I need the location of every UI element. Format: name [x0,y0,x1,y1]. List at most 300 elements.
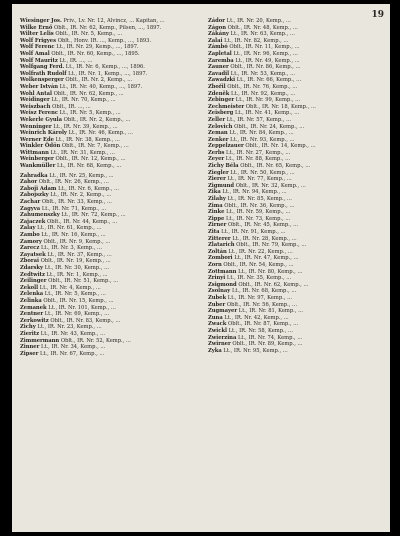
entry-text: Oblt., IR. Nr. 86, Kemp., ... [230,64,301,71]
entry-name: Zákány [208,31,229,38]
entry-name: Wankmüller [20,163,56,170]
entry-name: Zika [208,189,221,196]
list-item [20,219,192,226]
entry-text: Oblt., IR. Nr. 45, Kemp., ... [227,222,299,229]
list-item [20,318,192,325]
entry-name: Zippe [208,215,225,222]
entry-text: Oblt., IR. Nr. 76, Kemp., ... [227,83,298,90]
entry-name: Zinner [20,344,40,351]
entry-text: Lt., IR. Nr. 6, Kemp., ..., 1896. [65,64,145,71]
entry-name: Zahumenszky [20,212,60,219]
entry-text: Oblt., IR. Nr. 65, Kemp., ... [240,163,311,170]
entry-text: Oblt., IR. Nr. 24, Kemp., ... [234,123,305,130]
list-item [208,71,380,78]
entry-text: Oblt., IR. Nr. 54, Kemp., ... [223,261,294,268]
entry-text: Lt., IR. Nr. 1, Kemp., ..., 1897. [68,70,148,77]
list-item [208,222,380,229]
list-item [208,236,380,243]
entry-text: Lt., IR. Nr. 85, Kemp., ... [227,196,292,203]
list-item [208,44,380,51]
entry-name: Zauner [208,64,229,71]
entry-name: Winkler Ödön [20,143,61,150]
list-item [20,143,192,150]
entry-text: Oblt., IR. Nr. 62, Kemp., ... [53,90,124,97]
entry-text: Oblt., IR. Nr. 12, Kemp., ... [55,156,126,163]
entry-text: Lt., IR. Nr. 2, Kemp., ... [50,192,112,199]
list-item [208,18,380,25]
entry-text: Lt., IR. Nr. 80, Kemp., ... [238,268,303,275]
entry-text: Lt., IR. Nr. 99, Kemp., ... [235,97,301,104]
entry-name: Wolf Frigyes [20,37,57,44]
list-item [208,328,380,335]
entry-text: Lt., IR. Nr. 96, Kemp., ... [233,50,298,57]
entry-text: Lt., IR. Nr. 61, Kemp., ... [37,225,102,232]
entry-text: Lt., IR. Nr. 84, Kemp., ... [229,130,294,137]
entry-name: Zaboji Adam [20,185,57,192]
entry-name: Zlatarich [208,242,235,249]
list-item [208,262,380,269]
list-item [208,130,380,137]
list-item [20,150,192,157]
list-item [20,25,192,32]
page-number: 19 [371,10,384,20]
list-item [20,258,192,265]
entry-text: Lt., IR. Nr. 63, Kemp., ... [230,31,295,38]
entry-name: Wenninger [20,123,52,130]
entry-text: Lt., IR. Nr. 42, Kemp., ... [224,314,289,321]
list-item [20,232,192,239]
entry-text: Oblt., IR. Nr. 62, Kemp., ... [238,281,309,288]
entry-name: Weber István [20,83,59,90]
entry-name: Wolf Mauritz [20,57,58,64]
entry-name: Zima [208,202,223,209]
entry-name: Zachar [20,199,41,206]
list-item [20,186,192,193]
entry-name: Wolf Amal [20,50,50,57]
list-item [208,203,380,210]
entry-name: Zerbs [208,149,225,156]
entry-name: Zágon [208,24,227,31]
entry-name: Wilke Ernő [20,24,53,31]
entry-text: Lt., IR. Nr. 29, Kemp., ..., 1897. [56,44,139,51]
list-item [20,179,192,186]
entry-text: Oblt., IR. Nr. 51, Kemp., ... [48,278,119,285]
entry-name: Zechmeister [208,103,245,110]
entry-name: Zeppelzauer [208,143,244,150]
list-item [20,206,192,213]
entry-text: Lt., IR. Nr. 35, Kemp., ... [226,275,292,282]
entry-name: Zeller [208,116,226,123]
entry-name: Zuber [208,301,226,308]
list-item [208,170,380,177]
list-item [20,71,192,78]
entry-text: Oblt., IR. Nr. 62, Kemp., Pilsen, ..., 1897. [53,24,162,31]
entry-name: Wohl Antal [20,90,52,97]
list-item [20,110,192,117]
entry-name: Zámbó [208,44,228,51]
list-item [20,64,192,71]
entry-name: Zawadzki [208,77,236,84]
entry-name: Zichy [20,324,36,331]
entry-name: Zierer [208,176,226,183]
list-item [20,18,192,25]
entry-name: Zborai [20,258,39,265]
entry-name: Zinke [208,209,225,216]
entry-name: Zeilinger [20,278,47,285]
list-item [208,321,380,328]
entry-text: Oblt., IR. Nr. 2, Kemp., ... [65,77,133,84]
entry-text: Lt., IR. Nr. 3, Kemp., ... [40,245,102,252]
entry-name: Zoltán [208,248,227,255]
entry-text: Lt., IR. Nr. 16, Kemp., ... [41,232,106,238]
entry-name: Zelenka [20,291,44,298]
list-item [208,110,380,117]
entry-text: Oblt., IR. Nr. 87, Kemp., ... [228,321,299,328]
list-item [208,163,380,170]
entry-text: Lt., IR. Nr. 5, Kemp., ... [44,291,106,298]
entry-name: Zbořil [208,83,226,90]
list-item [20,225,192,232]
entry-text: Lt., IR. Nr. 59, Kemp., ... [226,209,291,216]
list-item [208,269,380,276]
entry-text: Oblt., IR. Nr. 33, Kemp., ... [41,199,112,206]
entry-name: Wiesinger Jos. [20,18,62,24]
list-item [20,38,192,45]
entry-name: Zedtwitz [20,271,45,278]
entry-text: Oblt., IR. Nr. 79, Kemp., ... [236,242,307,249]
list-item [208,176,380,183]
entry-text: Lt., IR. Nr. 97, Kemp., ... [227,294,293,301]
list-item [208,77,380,84]
list-item [208,117,380,124]
entry-name: Zottmann [208,268,237,275]
entry-text: Lt., IR. Nr. 43, Kemp., ... [40,330,106,337]
entry-name: Zalay [20,225,36,232]
list-item [20,239,192,246]
entry-name: Zugmayer [208,308,238,315]
entry-text: Lt., IR. Nr. 46, Kemp., ... [68,130,133,137]
list-item [20,77,192,84]
list-item [208,64,380,71]
entry-name: Ziegler [208,169,229,176]
list-item [20,44,192,51]
entry-name: Zeman [208,130,228,137]
list-item [208,137,380,144]
entry-text: Oblt., IR. Nr. 9, Kemp., ... [43,238,111,245]
entry-text: Lt., IR. Nr. 82, Kemp., ... [224,37,289,44]
list-item [208,348,380,355]
list-item [20,173,192,180]
entry-text: Priv., Lv. Nr. 12, Alvincz, ... Kapitan, ... [63,18,165,24]
entry-name: Weidinger [20,97,50,104]
entry-text: Lt., IR. Nr. 50, Kemp., ... [230,169,295,176]
entry-text: Oblt., IR. Nr. 18, Kemp., ... [245,103,316,110]
list-item [20,91,192,98]
entry-name: Zekoll [20,284,39,291]
entry-text: Oblt., IR. Nr. 5, Kemp., ... [55,31,123,38]
list-item [20,192,192,199]
entry-name: Werner Ede [20,136,54,143]
left-column [20,18,192,357]
list-item [20,199,192,206]
entry-text: Lt., IR. Nr. 6, Kemp., ... [58,185,120,192]
entry-name: Zavadil [208,70,230,77]
entry-text: Lt., IR. Nr. 41, Kemp., ... [234,110,300,117]
entry-text: Lt., IR. Nr. 23, Kemp., ... [37,324,102,331]
entry-text: Lt., IR. Nr. 25, Kemp., ... [49,172,114,179]
entry-text: Lt., IR. Nr. 81, Kemp., ... [238,308,304,315]
entry-name: Wilter Lelis [20,31,54,38]
entry-text: Lt., IR. Nr. 30, Kemp., ... [44,264,110,271]
list-item [20,163,192,170]
list-item [20,291,192,298]
entry-name: Zitterer [208,235,231,242]
entry-text: Lt., IR. Nr. 38, Kemp., ... [55,136,120,143]
list-item [208,295,380,302]
entry-name: Zamory [20,238,42,245]
entry-text: Lt., IR. Nr. 37, Kemp., ... [47,251,112,258]
entry-text: Lt., IR. Nr. 73, Kemp., ... [225,215,291,222]
entry-name: Zombori [208,255,233,262]
entry-text: Lt., IR. Nr. 20, Kemp., ... [226,18,291,24]
entry-name: Zsolnay [208,288,231,295]
entry-text: Lt., IR. Nr. 95, Kemp., ... [223,347,288,354]
entry-text: Oblt., IR. Nr. 11, Kemp., ... [229,44,300,51]
entry-name: Zwierzina [208,334,237,341]
entry-name: Zirner [208,222,227,229]
entry-name: Zsigmond [208,281,237,288]
entry-text: Lt., IR. Nr. 1, Kemp., ... [46,271,108,278]
list-item [20,31,192,38]
entry-text: Lt., IR. Nr. 28, Kemp., ... [232,235,297,242]
list-item [20,351,192,358]
entry-text: Lt., IR. Nr. 69, Kemp., ... [44,311,110,318]
entry-text: Oblt., IR. Nr. 44, Kemp., ... [47,218,118,225]
list-item [20,344,192,351]
entry-text: Lt., IR. Nr. 47, Kemp., ... [234,255,299,262]
list-item [208,275,380,282]
entry-text: Lt., IR. Nr. 40, Kemp., ..., 1897. [59,83,143,90]
entry-name: Wekerle Gyula [20,116,62,123]
entry-text: Oblt., IR. Nr. 2, Kemp., ... [63,116,131,123]
entry-text: Lt., IR. Nr. 34, Kemp., ... [41,344,106,351]
list-item [20,58,192,65]
entry-name: Zwirner [208,341,231,348]
list-item [20,324,192,331]
list-item [20,245,192,252]
entry-text: Lt., IR. Nr. 27, Kemp., ... [226,149,291,156]
entry-text: Oblt., IR. Nr. 83, Kemp., ... [50,317,121,324]
list-item [208,183,380,190]
list-item [20,104,192,111]
list-item [208,288,380,295]
entry-text: Lt., IR. Nr. 58, Kemp., ... [228,327,293,334]
entry-name: Zemanek [20,304,47,311]
entry-name: Zubek [208,294,227,301]
list-item [208,189,380,196]
entry-name: Weisz Ferenc [20,110,59,117]
entry-name: Zilahy [208,196,226,203]
entry-name: Zdarsky [20,264,44,271]
list-item [208,97,380,104]
entry-name: Zipser [20,350,39,357]
entry-text: Oblt., IR. Nr. 7, Kemp., ... [61,143,129,150]
list-item [208,282,380,289]
list-item [208,150,380,157]
entry-text: Oblt., IR. Nr. 52, Kemp., ... [60,337,131,344]
entry-name: Zapletal [208,50,232,57]
list-item [208,315,380,322]
entry-name: Zaremba [208,57,234,64]
list-item [208,196,380,203]
entry-text: Oblt., IR. Nr. 56, Kemp., ... [226,301,297,308]
entry-name: Zebinger [208,97,235,104]
list-item [20,51,192,58]
entry-name: Zwickl [208,327,227,334]
list-item [208,335,380,342]
entry-text: Lt., IR. Nr. 39, Kemp., ... [53,123,118,130]
entry-name: Zentner [20,311,44,318]
entry-name: Wolfgang Ferd. [20,64,65,71]
entry-name: Zelovich [208,123,233,130]
list-item [208,341,380,348]
entry-text: Oblt., IR. ..., ... [52,103,91,110]
entry-name: Zambo [20,232,40,238]
list-item [208,31,380,38]
list-item [20,84,192,91]
entry-text: Oblt., IR. Nr. 19, Kemp., ... [40,258,111,265]
entry-text: Lt., IR. Nr. 66, Kemp., ... [236,77,302,84]
entry-text: Lt., IR. Nr. 72, Kemp., ... [61,212,126,219]
entry-name: Wittmann [20,149,49,156]
entry-name: Zuna [208,314,223,321]
entry-text: Lt., IR. Nr. 49, Kemp., ... [235,57,300,64]
entry-name: Wolfrath Rudolf [20,70,67,77]
entry-name: Weinberger [20,156,54,163]
entry-name: Zieritz [20,330,40,337]
list-item [20,97,192,104]
entry-name: Wolf Ferenc [20,44,55,51]
list-item [20,338,192,345]
entry-text: Lt., IR. Nr. 57, Kemp., ... [226,116,292,123]
entry-text: Lt., IR. Nr. 92, Kemp., ... [231,90,296,97]
entry-name: Wolkensperger [20,77,64,84]
entry-name: Zayatsek [20,251,46,258]
entry-name: Zelinka [20,297,42,304]
entry-text: Lt., IR. Nr. 4, Kemp., ... [39,284,101,291]
entry-name: Zenker [208,136,229,143]
entry-text: Lt., IR. Nr. 68, Kemp., ... [231,288,297,295]
entry-name: Zrinyi [208,275,226,282]
entry-text: Oblt., IR. Nr. 26, Kemp., ... [38,179,109,186]
entry-text: Oblt., IR. Nr. 60, Kemp., ..., 1895. [51,50,140,57]
entry-text: Lt., IR. Nr. 68, Kemp., ... [57,163,122,170]
list-item [20,285,192,292]
entry-name: Zádor [208,18,225,24]
entry-name: Zichy Béla [208,163,239,170]
entry-text: Lt., IR. Nr. 67, Kemp., ... [40,350,105,357]
entry-name: Zalai [208,37,223,44]
entry-text: Lt., IR. Nr. 5, Kemp., ... [59,110,121,117]
entry-name: Zeyer [208,156,225,163]
list-item [208,209,380,216]
entry-name: Zimmermann [20,337,60,344]
entry-name: Zorn [208,261,222,268]
entry-text: Lt., IR. Nr. 101, Kemp., ... [48,304,116,311]
entry-name: Zarecz [20,245,40,252]
entry-name: Zagyva [20,205,41,212]
entry-name: Zahradka [20,172,48,179]
entry-text: Oblt., IR. Nr. 15, Kemp., ... [43,297,114,304]
list-item [20,278,192,285]
entry-text: Lt., IR. ..., ... [59,57,93,64]
list-item [208,249,380,256]
list-item [208,143,380,150]
list-item [208,84,380,91]
document-page [12,4,390,532]
list-item [20,212,192,219]
entry-name: Weiszbach [20,103,51,110]
list-item [208,104,380,111]
entry-text: Lt., IR. Nr. 70, Kemp., ... [51,97,116,104]
entry-text: Lt., IR. Nr. 93, Kemp., ... [230,136,295,143]
entry-text: Lt., IR. Nr. 74, Kemp., ... [237,334,303,341]
entry-text: Lt., IR. Nr. 53, Kemp., ... [230,70,296,77]
entry-text: Oblt., IR. Nr. 36, Kemp., ... [224,202,295,209]
entry-name: Zwack [208,321,227,328]
entry-text: Lt., IR. Nr. 22, Kemp., ... [228,248,293,255]
entry-text: Lt., IR. Nr. 31, Kemp., ... [50,149,115,156]
entry-name: Weinrich Károly [20,130,67,137]
entry-text: Lt., IR. Nr. 91, Kemp., ... [221,229,286,235]
list-item [208,255,380,262]
list-item [208,58,380,65]
list-item [20,117,192,124]
entry-name: Zyka [208,347,222,354]
list-item [208,91,380,98]
list-item [208,308,380,315]
list-item [208,302,380,309]
entry-name: Zdeněk [208,90,230,97]
list-item [20,305,192,312]
list-item [208,124,380,131]
entry-text: Oblt., IR. Nr. 48, Kemp., ... [227,24,298,31]
entry-text: Oblt., Honv. IR. ..., Kemp., ..., 1893. [57,37,152,44]
list-item [20,298,192,305]
list-item [20,130,192,137]
entry-name: Zerkowitz [20,317,49,324]
list-item [208,51,380,58]
entry-text: Oblt., IR. Nr. 32, Kemp., ... [235,182,306,189]
entry-name: Zigmund [208,182,235,189]
list-item [208,242,380,249]
entry-text: Lt., IR. Nr. 77, Kemp., ... [227,176,292,183]
list-item [208,216,380,223]
entry-text: Lt., IR. Nr. 71, Kemp., ... [41,205,107,212]
list-item [20,252,192,259]
list-item [20,331,192,338]
right-column [208,18,380,354]
entry-text: Lt., IR. Nr. 94, Kemp., ... [222,189,287,196]
entry-name: Zita [208,229,220,235]
entry-text: Oblt., IR. Nr. 89, Kemp., ... [232,341,303,348]
entry-text: Oblt., IR. Nr. 14, Kemp., ... [245,143,316,150]
list-item [20,311,192,318]
entry-name: Zahor [20,179,38,186]
entry-text: Lt., IR. Nr. 88, Kemp., ... [225,156,291,163]
entry-name: Zajaczek [20,218,46,225]
entry-name: Zabojszky [20,192,49,199]
